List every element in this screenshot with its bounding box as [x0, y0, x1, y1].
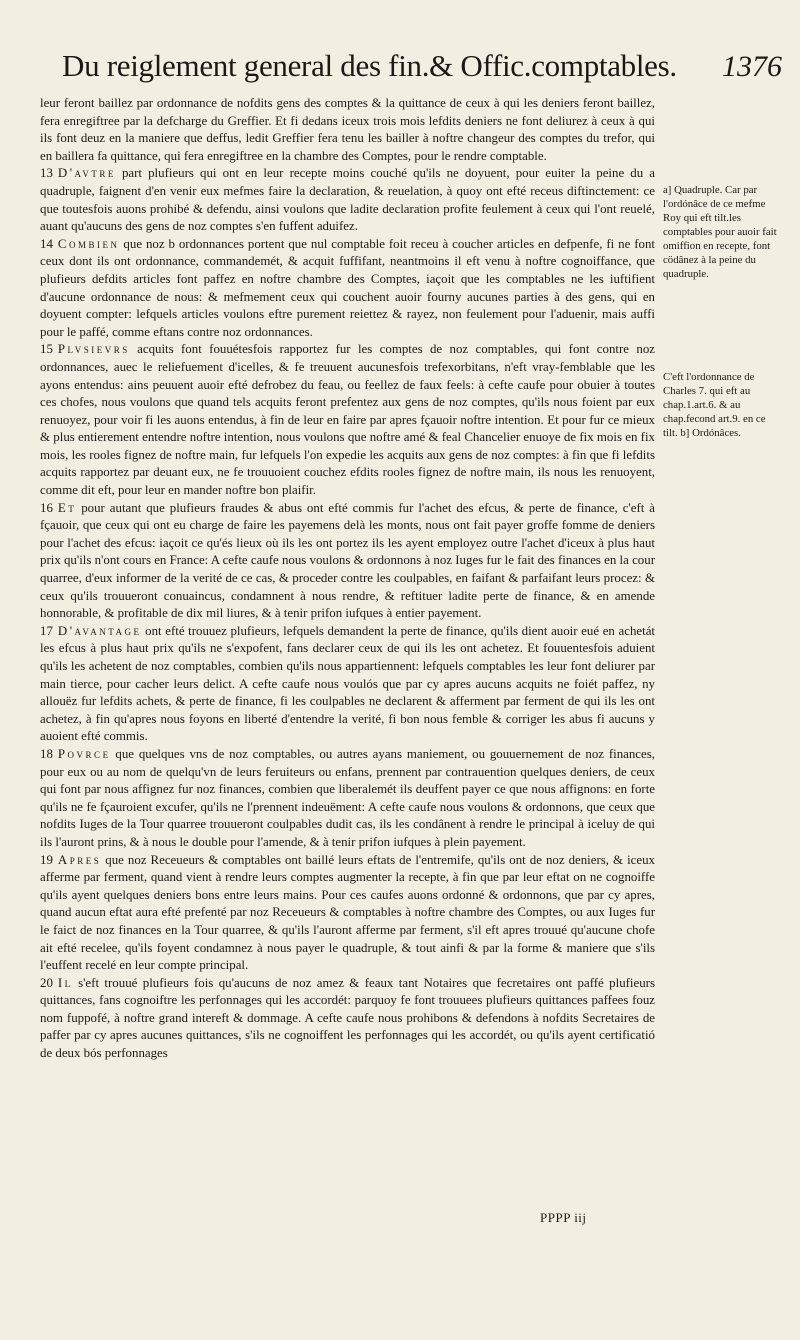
paragraph-number: 19 — [40, 852, 53, 867]
paragraph-text: ont efté trouuez plufieurs, lefquels demandent la perte de finance, qu'ils dient auoir eué en achetát les efcus à plus haut prix qu'ils ne s'expofent, fans declarer ceux de qui ils les ont achetez. Et fouuentesfois aduient qu'ils les achetent de noz comptables, combien qu'ils nous appartiennent: lefquels comptables les leur font deliurer par main tierce, pour cacher leurs delict. A cefte caufe nous voulós que par cy apres aucuns acquits ne foiét paffez, ny allouëz fur lefdits achets, & perte de finance, fi les coulpables ne declarent & afferment par ferment de qui ils les ont achetez, à fin qu'apres nous foyons en liberté d'entendre la verité, fi bon nous femble & corriger les abus fi aucuns y auoient efté commis. — [40, 623, 655, 744]
paragraph-text: que noz Receueurs & comptables ont baillé leurs eftats de l'entremife, qu'ils ont de noz deniers, & iceux afferme par ferment, quand vient à rendre leurs comptes augmenter la recepte, à fin que par leur eftat on ne cognoiffe qu'ils ayent quelques deniers bons entre leurs mains. Pour ces caufes auons ordonné & ordonnons, que par cy apres, quand aucun eftat aura efté prefenté par noz Receueurs & comptables à noftre chambre des Comptes, ou aux Iuges fur le faict de noz finances en la Tour quarree, & qu'ils l'auront afferme par ferment, s'il eft apres trouué qu'aucune chofe ait efté recelee, qu'ils foyent condamnez à nous payer le quadruple, & tout ainfi & par la forme & maniere que s'ils l'euffent recelé en leur compte principal. — [40, 852, 655, 973]
paragraph-number: 14 — [40, 236, 53, 251]
paragraph-text: leur feront baillez par ordonnance de nofdits gens des comptes & la quittance de ceux à qui les deniers feront baillez, fera enregiftree par la defcharge du Greffier. Et fi dedans iceux trois mois lefdits deniers ne font deliurez à ceux à qui ils font deuz en la maniere que deffus, ledit Greffier fera tenu les bailler à noftre changeur des comptes du trefor, qui en baillera fa quittance, qui fera enregiftree en la chambre des Comptes, pour le rendre comptable. — [40, 96, 655, 163]
paragraph-text: que quelques vns de noz comptables, ou autres ayans maniement, ou gouuernement de noz finances, pour eux ou au nom de quelqu'vn de leurs feruiteurs ou enfans, prennent par contrauention quelques deniers, de ceux qui font par nous affignez fur noz finances, combien que liberalemét ils deuffent payer ce que nous affignons: en forte qu'ils ne fe fçauroient excufer, qu'ils ne l'prennent indeuëment: A cefte caufe nous voulons & ordonnons, que ceux que nofdits Iuges de la Tour quarree trouueront coulpables dudit cas, ils les condânent à rendre le principal à iceluy de qui ils l'auront prins, & à nous le double pour l'amende, & à tenir prifon iufques à plein payement. — [40, 746, 655, 849]
paragraph-number: 16 — [40, 500, 53, 515]
paragraph-initial: D'avantage — [57, 623, 142, 638]
paragraph-text: s'eft trouué plufieurs fois qu'aucuns de noz amez & feaux tant Notaires que fecretaires ont paffé plufieurs quittances, fans cognoiftre les perfonnages qui les accordét: parquoy fe font trouuees plufieurs quittances paffees fouz nom fuppofé, à noftre grand intereft & dommage. A cefte caufe nous prohibons & defendons à nofdits Secretaires de paffer par cy apres aucunes quittances, s'ils ne cognoiffent les perfonnages qui les accordét, ou qu'ils ayent certificatió de deux bós perfonnages — [40, 975, 655, 1061]
folio-number: 1376 — [722, 50, 782, 83]
paragraph-continuation — [40, 95, 655, 165]
paragraph-text: pour autant que plufieurs fraudes & abus ont efté commis fur l'achet des efcus, & perte de finance, c'eft à fçauoir, que ceux qui ont eu charge de faire les payemens delà les monts, nous ont fait payer groffe fomme de deniers pour l'achet des efcus: iaçoit ce qu'és lieux où ils les ont portez ils les ayent employez outre l'achet d'iceux à plus haut prix qu'ils n'ont cours en France: A cefte caufe nous voulons & ordonnons à noz Iuges fur le fait des finances en la cour quarree, d'eux informer de la verité de ce cas, & proceder contre les coulpables, en faifant & parfaifant leurs procez: & ceux qu'ils trouueront conuaincus, condamnent à nous rendre, & reftituer ladite perte de finance, & en amende honnorable, & profitable de dix mil liures, & à tenir prifon iufques à entier payement. — [40, 500, 656, 621]
paragraph-number: 18 — [40, 746, 53, 761]
paragraph-15 — [40, 341, 655, 499]
paragraph-14 — [40, 236, 655, 342]
paragraph-initial: Plvsievrs — [57, 342, 130, 357]
paragraph-initial: Il — [57, 975, 73, 990]
page-header — [62, 48, 782, 92]
main-text-column — [40, 95, 655, 1063]
paragraph-number: 13 — [40, 166, 53, 181]
paragraph-initial: D'avtre — [57, 166, 116, 181]
paragraph-18 — [40, 746, 655, 852]
signature-mark: PPPP iij — [540, 1210, 587, 1225]
paragraph-19 — [40, 852, 655, 975]
paragraph-text: acquits font fouuétesfois rapportez fur les comptes de noz comptables, qui font contre noz ordonnances, auec le reliefuement d'icelles, & fe treuuent aucunesfois trefexorbitans, n'eft vray-femblable que les ayons entendus: ains peuuent auoir efté defrobez du feau, ou feellez de faux feels: à cefte caufe pour obuier à toutes ces chofes, nous voulons que quand tels acquits feront prefentez aux gens de noz comptes, qu'ils nous foient par eux renuoyez, pour voir fi les auons entendus, à fin de leur en faire par apres fçauoir noftre intention. Et pour fur ce mieux & plus entierement entendre noftre intention, nous voulons que noftre amé & feal Chancelier enuoye de fix mois en fix mois, les rooles fignez de noftre main, fur lefquels l'on expedie les acquits aux gens de noz comptes: à fin que fi lefdits acquits rapportez par deuant eux, ne fe trouuoient couchez efdits rooles fignez de noftre main, ils nous les renuoyent, comme dit eft, pour leur en mander noftre bon plaifir. — [40, 342, 655, 498]
paragraph-16 — [40, 500, 655, 623]
paragraph-number: 15 — [40, 342, 53, 357]
paragraph-initial: Combien — [57, 236, 120, 251]
paragraph-number: 20 — [40, 975, 53, 990]
paragraph-13 — [40, 165, 655, 235]
margin-note-a: a] Quadruple. Car par l'ordónâce de ce mefme Roy qui eft tilt.les comptables pour auoir fait omiffion en recepte, font cödânez à la peine du quadruple. — [663, 184, 777, 280]
margin-note-b: C'eft l'ordonnance de Charles 7. qui eft au chap.1.art.6. & au chap.fecond art.9. en ce tilt. b] Ordónâces. — [663, 371, 766, 439]
paragraph-initial: Povrce — [57, 746, 111, 761]
running-title: Du reiglement general des fin.& Offic.comptables. — [62, 48, 677, 83]
paragraph-initial: Et — [57, 500, 77, 515]
paragraph-text: que noz b ordonnances portent que nul comptable foit receu à coucher articles en defpenfe, fi ne font ceux dont ils ont ordonnance, commandemét, & acquit fuffifant, neantmoins il eft venu à noftre cognoiffance, que plufieurs defdits articles font paffez en noftre chambre des Comptes, iaçoit que les comptables ne les iuftifient d'aucune ordonnance de nous: & mefmement ceux qui couchent auoir fourny aucunes parties à des gens, qui en doyuent compter: lefquels articles voulons eftre purement reiettez & rayez, non feulement pour l'aduenir, mais auffi pour le paffé, comme eftans contre noz ordonnances. — [40, 236, 655, 339]
paragraph-text: part plufieurs qui ont en leur recepte moins couché qu'ils ne doyuent, pour euiter la peine du a quadruple, faignent d'en venir eux mefmes faire la declaration, & reuelation, à quoy ont efté receus diftinctement: ce que toutesfois auons prohibé & defendu, ainsi voulons que ladite declaration profite feulement à ceux qui l'ont reuelé, auant qu'aucuns des gens de noz comptes s'en fuffent aduifez. — [40, 166, 655, 234]
paragraph-20 — [40, 975, 655, 1063]
paragraph-17 — [40, 623, 655, 746]
paragraph-number: 17 — [40, 623, 53, 638]
paragraph-initial: Apres — [57, 852, 102, 867]
